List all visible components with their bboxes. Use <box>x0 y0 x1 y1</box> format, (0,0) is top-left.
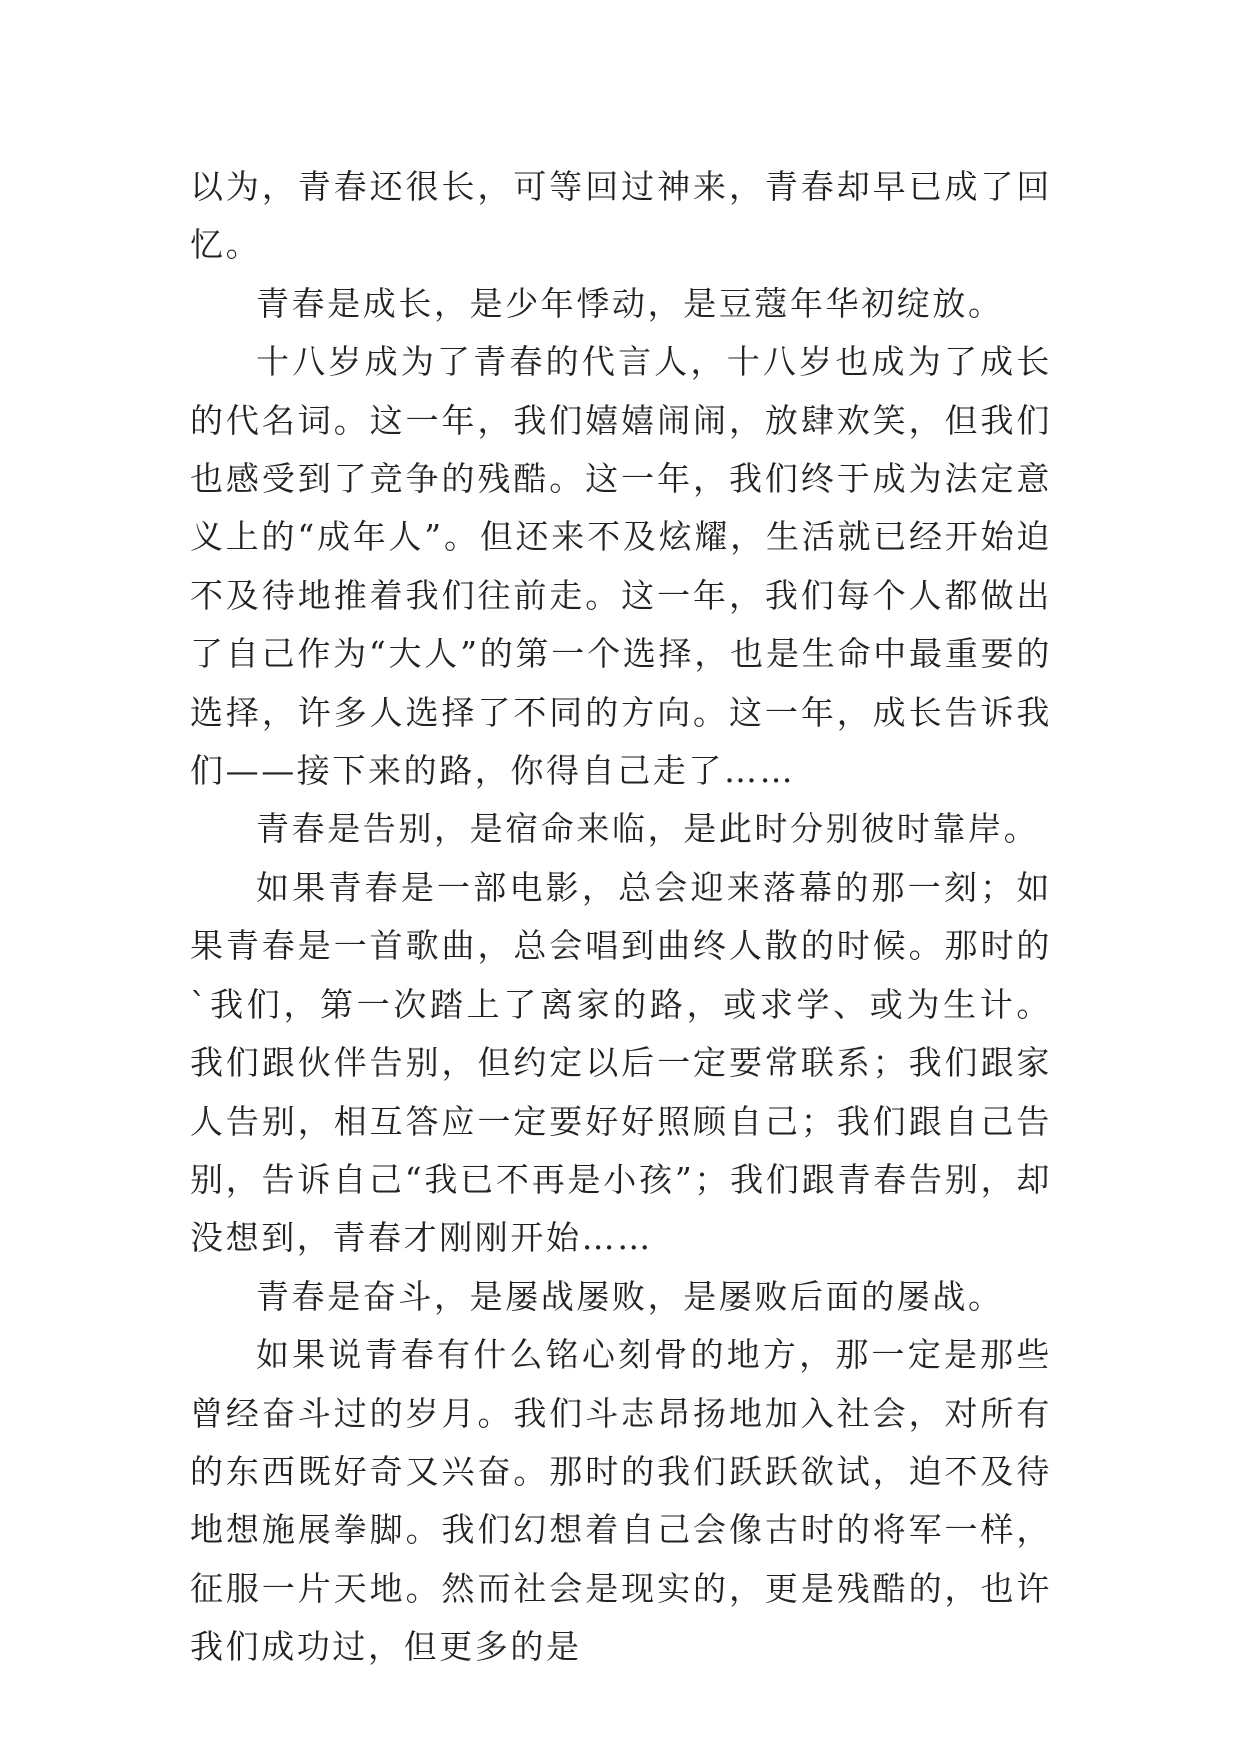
paragraph-struggle: 如果说青春有什么铭心刻骨的地方，那一定是那些曾经奋斗过的岁月。我们斗志昂扬地加入社会，对所有的东西既好奇又兴奋。那时的我们跃跃欲试，迫不及待地想施展拳脚。我们幻想着自己会像古时的将军一样，征服一片天地。然而社会是现实的，更是残酷的，也许我们成功过，但更多的是 <box>190 1335 1052 1667</box>
paragraph-farewell-heading: 青春是告别，是宿命来临，是此时分别彼时靠岸。 <box>256 809 1040 849</box>
paragraph-continuation: 以为，青春还很长，可等回过神来，青春却早已成了回忆。 <box>190 167 1052 265</box>
paragraph-struggle-heading: 青春是奋斗，是屡战屡败，是屡败后面的屡战。 <box>256 1276 1004 1316</box>
body-text <box>190 158 1052 1677</box>
paragraph-eighteen: 十八岁成为了青春的代言人，十八岁也成为了成长的代名词。这一年，我们嬉嬉闹闹，放肆欢笑，但我们也感受到了竞争的残酷。这一年，我们终于成为法定意义上的“成年人”。但还来不及炫耀，生活就已经开始迫不及待地推着我们往前走。这一年，我们每个人都做出了自己作为“大人”的第一个选择，也是生命中最重要的选择，许多人选择了不同的方向。这一年，成长告诉我们——接下来的路，你得自己走了…… <box>190 342 1052 791</box>
paragraph-movie: 如果青春是一部电影，总会迎来落幕的那一刻；如果青春是一首歌曲，总会唱到曲终人散的时候。那时的`我们，第一次踏上了离家的路，或求学、或为生计。我们跟伙伴告别，但约定以后一定要常联系；我们跟家人告别，相互答应一定要好好照顾自己；我们跟自己告别，告诉自己“我已不再是小孩”；我们跟青春告别，却没想到，青春才刚刚开始…… <box>190 867 1052 1258</box>
paragraph-growth-heading: 青春是成长，是少年悸动，是豆蔻年华初绽放。 <box>256 283 1004 323</box>
